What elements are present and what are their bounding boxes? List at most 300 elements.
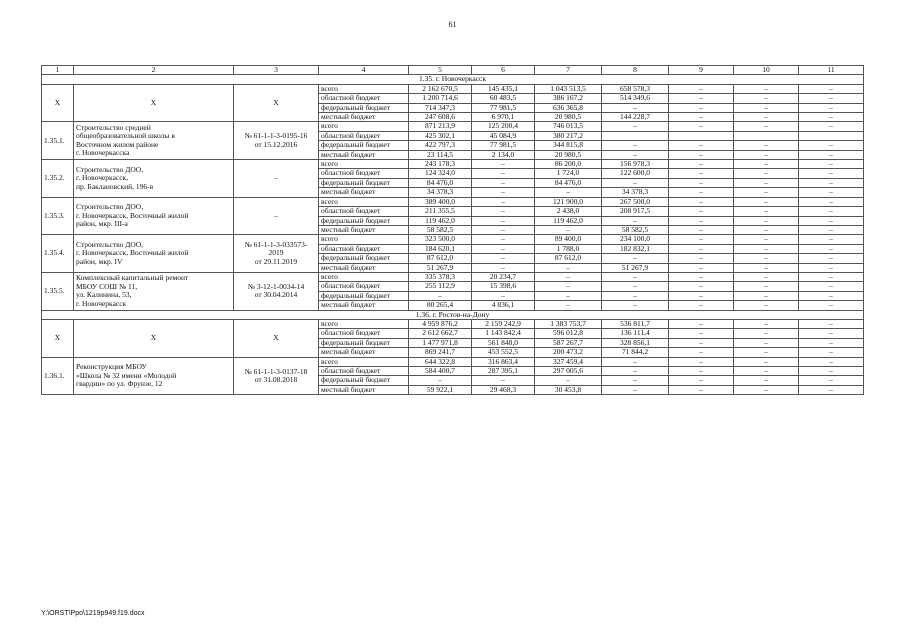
item-name: [74, 235, 234, 273]
budget-value: 389 400,0: [409, 197, 472, 206]
budget-value: 125 200,4: [472, 122, 535, 131]
budget-source: федеральный бюджет: [319, 216, 409, 225]
budget-value: –: [669, 141, 734, 150]
budget-value: 327 459,4: [535, 357, 602, 366]
budget-value: 1 043 513,5: [535, 84, 602, 93]
budget-value: –: [472, 178, 535, 187]
budget-value: –: [472, 216, 535, 225]
budget-value: 658 578,3: [602, 84, 669, 93]
budget-value: 121 900,0: [535, 197, 602, 206]
budget-value: 208 917,5: [602, 207, 669, 216]
budget-value: –: [734, 244, 799, 253]
budget-value: 2 159 242,9: [472, 319, 535, 328]
item-name-line: Строительство средней: [76, 122, 151, 132]
budget-value: 60 483,5: [472, 94, 535, 103]
item-number: 1.35.1.: [42, 122, 74, 160]
budget-value: –: [472, 160, 535, 169]
budget-value: 2 162 670,5: [409, 84, 472, 93]
col-header: 6: [472, 66, 535, 75]
budget-source: всего: [319, 122, 409, 131]
budget-value: 86 200,0: [535, 160, 602, 169]
budget-value: 84 476,0: [535, 178, 602, 187]
budget-value: –: [602, 385, 669, 394]
budget-value: 87 612,0: [535, 254, 602, 263]
budget-value: 267 500,0: [602, 197, 669, 206]
budget-value: –: [472, 244, 535, 253]
item-name-line: Х: [150, 333, 157, 343]
budget-value: 136 111,4: [602, 329, 669, 338]
budget-value: –: [669, 357, 734, 366]
budget-value: –: [472, 197, 535, 206]
budget-value: 20 980,5: [535, 113, 602, 122]
budget-value: 71 844,2: [602, 348, 669, 357]
item-number: 1.35.5.: [42, 272, 74, 310]
budget-value: 51 267,9: [602, 263, 669, 272]
budget-source: областной бюджет: [319, 94, 409, 103]
budget-source: всего: [319, 357, 409, 366]
budget-value: –: [669, 235, 734, 244]
budget-value: 124 324,0: [409, 169, 472, 178]
budget-source: местный бюджет: [319, 113, 409, 122]
budget-value: –: [669, 94, 734, 103]
item-document: [234, 84, 319, 122]
budget-value: 328 856,1: [602, 338, 669, 347]
item-name: [74, 319, 234, 357]
budget-source: федеральный бюджет: [319, 178, 409, 187]
budget-value: 119 462,0: [409, 216, 472, 225]
budget-value: –: [602, 141, 669, 150]
budget-source: местный бюджет: [319, 150, 409, 159]
budget-value: –: [602, 376, 669, 385]
budget-value: –: [799, 282, 864, 291]
budget-value: 122 600,0: [602, 169, 669, 178]
budget-value: –: [799, 188, 864, 197]
budget-value: 23 114,5: [409, 150, 472, 159]
file-path-footer: Y:\ORST\Ppo\1219p949.f19.docx: [41, 610, 145, 617]
budget-value: 380 217,2: [535, 131, 602, 140]
budget-value: –: [734, 272, 799, 281]
budget-value: –: [669, 376, 734, 385]
budget-source: областной бюджет: [319, 244, 409, 253]
budget-value: –: [734, 197, 799, 206]
budget-value: –: [669, 244, 734, 253]
budget-value: –: [472, 188, 535, 197]
budget-value: –: [535, 188, 602, 197]
budget-value: 746 013,5: [535, 122, 602, 131]
budget-source: местный бюджет: [319, 385, 409, 394]
budget-value: 156 978,3: [602, 160, 669, 169]
budget-table: [41, 65, 864, 395]
budget-value: –: [799, 207, 864, 216]
item-document-line: от 15.12.2016: [254, 139, 298, 149]
budget-value: 87 612,0: [409, 254, 472, 263]
budget-source: всего: [319, 235, 409, 244]
item-name-line: МБОУ СОШ № 11,: [76, 281, 138, 291]
budget-value: –: [535, 301, 602, 310]
item-document-line: от 29.11.2019: [254, 256, 298, 266]
item-document: [234, 357, 319, 395]
item-name-line: ул. Калинина, 53,: [76, 290, 132, 300]
budget-value: –: [799, 263, 864, 272]
budget-value: 453 552,5: [472, 348, 535, 357]
budget-value: –: [602, 301, 669, 310]
item-name-line: Восточном жилом районе: [76, 139, 159, 149]
budget-value: 30 453,8: [535, 385, 602, 394]
budget-value: –: [799, 235, 864, 244]
table-row: [42, 235, 864, 244]
item-document: [234, 197, 319, 235]
budget-value: –: [799, 376, 864, 385]
budget-value: –: [602, 254, 669, 263]
budget-value: –: [799, 178, 864, 187]
budget-value: 584 400,7: [409, 367, 472, 376]
budget-value: –: [734, 301, 799, 310]
budget-value: 77 981,5: [472, 103, 535, 112]
item-name: [74, 197, 234, 235]
budget-value: 514 349,6: [602, 94, 669, 103]
budget-source: областной бюджет: [319, 207, 409, 216]
budget-value: 425 302,1: [409, 131, 472, 140]
budget-value: –: [602, 357, 669, 366]
budget-value: –: [734, 225, 799, 234]
budget-value: 714 347,3: [409, 103, 472, 112]
item-name: [74, 357, 234, 395]
budget-value: –: [669, 272, 734, 281]
col-header: 7: [535, 66, 602, 75]
budget-value: 386 167,2: [535, 94, 602, 103]
item-document: [234, 319, 319, 357]
budget-value: –: [472, 207, 535, 216]
col-header: 8: [602, 66, 669, 75]
budget-source: областной бюджет: [319, 131, 409, 140]
budget-value: 34 378,3: [602, 188, 669, 197]
budget-value: –: [734, 367, 799, 376]
budget-value: –: [799, 329, 864, 338]
budget-value: –: [669, 103, 734, 112]
budget-value: –: [669, 254, 734, 263]
budget-value: –: [472, 376, 535, 385]
budget-value: –: [734, 94, 799, 103]
budget-value: 84 476,0: [409, 178, 472, 187]
item-document-line: 2019: [268, 248, 284, 258]
budget-value: 344 815,8: [535, 141, 602, 150]
col-header: 4: [319, 66, 409, 75]
budget-value: 58 582,5: [602, 225, 669, 234]
item-number: 1.35.4.: [42, 235, 74, 273]
item-document-line: № 61-1-1-3-0137-18: [244, 366, 308, 376]
budget-source: местный бюджет: [319, 301, 409, 310]
budget-source: областной бюджет: [319, 169, 409, 178]
budget-value: –: [472, 291, 535, 300]
budget-value: 6 970,1: [472, 113, 535, 122]
budget-value: –: [535, 291, 602, 300]
budget-value: –: [734, 207, 799, 216]
budget-value: –: [734, 348, 799, 357]
budget-value: –: [734, 122, 799, 131]
budget-source: местный бюджет: [319, 263, 409, 272]
budget-value: –: [734, 141, 799, 150]
budget-value: –: [602, 272, 669, 281]
item-document-line: № 61-1-1-3-0195-16: [244, 131, 308, 141]
budget-value: –: [472, 235, 535, 244]
budget-value: –: [799, 244, 864, 253]
budget-value: –: [535, 272, 602, 281]
budget-value: –: [734, 160, 799, 169]
budget-value: –: [799, 225, 864, 234]
item-number: 1.35.2.: [42, 160, 74, 198]
col-header: 3: [234, 66, 319, 75]
budget-value: 422 797,3: [409, 141, 472, 150]
budget-value: 45 084,9: [472, 131, 535, 140]
budget-value: 287 395,1: [472, 367, 535, 376]
budget-value: –: [734, 178, 799, 187]
budget-value: –: [734, 103, 799, 112]
budget-value: –: [669, 367, 734, 376]
section-row: [42, 75, 864, 84]
budget-value: –: [535, 225, 602, 234]
budget-value: –: [799, 84, 864, 93]
budget-value: –: [734, 282, 799, 291]
budget-value: –: [734, 254, 799, 263]
budget-value: 144 228,7: [602, 113, 669, 122]
budget-value: 2 438,0: [535, 207, 602, 216]
budget-value: –: [799, 160, 864, 169]
budget-value: –: [799, 385, 864, 394]
budget-value: –: [602, 282, 669, 291]
budget-value: 4 836,1: [472, 301, 535, 310]
budget-value: 77 981,5: [472, 141, 535, 150]
budget-value: 536 811,7: [602, 319, 669, 328]
budget-value: –: [669, 319, 734, 328]
budget-value: –: [734, 169, 799, 178]
budget-value: 297 005,6: [535, 367, 602, 376]
budget-value: –: [799, 216, 864, 225]
budget-value: 51 267,9: [409, 263, 472, 272]
budget-value: –: [734, 113, 799, 122]
item-name: [74, 84, 234, 122]
budget-value: –: [669, 160, 734, 169]
budget-value: –: [669, 301, 734, 310]
budget-value: –: [799, 94, 864, 103]
item-document: [234, 160, 319, 198]
item-document-line: –: [274, 210, 278, 220]
budget-source: местный бюджет: [319, 348, 409, 357]
item-document: [234, 235, 319, 273]
budget-value: –: [799, 254, 864, 263]
budget-value: 234 100,0: [602, 235, 669, 244]
budget-value: –: [669, 338, 734, 347]
item-name-line: район, мкр. III-a: [76, 219, 128, 229]
budget-value: –: [799, 357, 864, 366]
budget-value: –: [602, 150, 669, 159]
col-header: 10: [734, 66, 799, 75]
budget-value: –: [799, 122, 864, 131]
budget-value: 58 582,5: [409, 225, 472, 234]
budget-value: 15 398,6: [472, 282, 535, 291]
item-name-line: пр. Баклановский, 196-в: [76, 181, 154, 191]
item-document-line: Х: [273, 333, 279, 343]
item-name-line: Реконструкция МБОУ: [76, 362, 147, 372]
item-document-line: от 31.08.2018: [254, 374, 298, 384]
budget-value: –: [669, 178, 734, 187]
budget-value: 2 134,0: [472, 150, 535, 159]
budget-value: 644 322,8: [409, 357, 472, 366]
budget-value: –: [535, 282, 602, 291]
item-number: 1.36.1.: [42, 357, 74, 395]
item-name: [74, 272, 234, 310]
budget-value: –: [669, 263, 734, 272]
page-number: 61: [448, 20, 457, 29]
budget-value: –: [799, 338, 864, 347]
budget-value: –: [669, 385, 734, 394]
budget-source: федеральный бюджет: [319, 376, 409, 385]
budget-value: –: [734, 235, 799, 244]
budget-source: всего: [319, 160, 409, 169]
budget-value: –: [734, 291, 799, 300]
budget-value: –: [799, 348, 864, 357]
budget-value: 29 468,3: [472, 385, 535, 394]
table-row: [42, 122, 864, 131]
budget-value: –: [734, 357, 799, 366]
item-name-line: г. Новочеркасск,: [76, 173, 129, 183]
item-name-line: «Школа № 32 имени «Молодой: [76, 370, 177, 380]
col-header: 2: [74, 66, 234, 75]
item-name-line: г. Новочеркасска: [76, 148, 130, 158]
budget-value: 561 848,0: [472, 338, 535, 347]
budget-value: 243 178,3: [409, 160, 472, 169]
item-document-line: № 61-1-1-3-033573-: [244, 240, 308, 250]
budget-value: –: [734, 329, 799, 338]
budget-value: 335 378,3: [409, 272, 472, 281]
item-document-line: –: [274, 173, 278, 183]
table-body: [42, 75, 864, 395]
item-name-line: Комплексный капитальный ремонт: [76, 273, 189, 283]
budget-value: –: [409, 376, 472, 385]
item-name-line: г. Новочеркасск, Восточный жилой: [76, 248, 189, 258]
item-name-line: г. Новочеркасск: [76, 298, 127, 308]
budget-value: 247 608,6: [409, 113, 472, 122]
item-name-line: гвардии» по ул. Фрунзе, 12: [76, 379, 163, 389]
budget-source: всего: [319, 197, 409, 206]
budget-value: –: [799, 169, 864, 178]
budget-value: –: [669, 216, 734, 225]
col-header: 9: [669, 66, 734, 75]
budget-value: –: [535, 263, 602, 272]
section-title: 1.35. г. Новочеркасск: [42, 75, 864, 84]
budget-source: федеральный бюджет: [319, 338, 409, 347]
budget-value: 1 200 714,6: [409, 94, 472, 103]
budget-value: –: [409, 291, 472, 300]
item-name: [74, 122, 234, 160]
budget-value: –: [669, 169, 734, 178]
budget-value: 1 788,0: [535, 244, 602, 253]
budget-value: 145 435,1: [472, 84, 535, 93]
budget-value: –: [669, 348, 734, 357]
budget-value: –: [669, 122, 734, 131]
budget-value: –: [669, 84, 734, 93]
budget-value: 34 378,3: [409, 188, 472, 197]
budget-source: всего: [319, 272, 409, 281]
budget-value: –: [734, 385, 799, 394]
col-header: 5: [409, 66, 472, 75]
budget-value: 20 980,5: [535, 150, 602, 159]
item-document: [234, 122, 319, 160]
budget-value: –: [602, 291, 669, 300]
budget-value: 871 213,9: [409, 122, 472, 131]
budget-value: –: [602, 367, 669, 376]
budget-value: –: [799, 319, 864, 328]
budget-value: –: [669, 291, 734, 300]
budget-source: областной бюджет: [319, 367, 409, 376]
item-name-line: общеобразовательной школы в: [76, 131, 175, 141]
budget-source: федеральный бюджет: [319, 141, 409, 150]
item-name-line: Х: [150, 97, 157, 107]
budget-value: –: [734, 319, 799, 328]
item-name-line: Строительство ДОО,: [76, 240, 144, 250]
budget-value: –: [472, 169, 535, 178]
item-document: [234, 272, 319, 310]
budget-value: –: [799, 301, 864, 310]
item-name-line: Строительство ДОО,: [76, 202, 144, 212]
budget-value: –: [602, 178, 669, 187]
budget-value: 211 355,5: [409, 207, 472, 216]
item-number: Х: [42, 319, 74, 357]
budget-value: –: [734, 338, 799, 347]
budget-value: 316 863,4: [472, 357, 535, 366]
budget-value: –: [734, 84, 799, 93]
budget-value: –: [799, 367, 864, 376]
item-name: [74, 160, 234, 198]
col-header: 1: [42, 66, 74, 75]
budget-value: 255 112,9: [409, 282, 472, 291]
item-name-line: район, мкр. IV: [76, 256, 123, 266]
budget-value: –: [734, 263, 799, 272]
budget-source: федеральный бюджет: [319, 103, 409, 112]
item-number: Х: [42, 84, 74, 122]
budget-value: –: [799, 103, 864, 112]
budget-source: федеральный бюджет: [319, 291, 409, 300]
item-document-line: № 3-12-1-0034-14: [247, 281, 305, 291]
budget-value: 1 477 971,8: [409, 338, 472, 347]
budget-source: областной бюджет: [319, 329, 409, 338]
budget-value: 323 500,0: [409, 235, 472, 244]
budget-value: –: [734, 376, 799, 385]
budget-value: –: [734, 150, 799, 159]
budget-value: –: [799, 113, 864, 122]
section-title: 1.36. г. Ростов-на-Дону: [42, 310, 864, 319]
budget-value: 596 012,8: [535, 329, 602, 338]
budget-value: –: [602, 122, 669, 131]
budget-value: 869 241,7: [409, 348, 472, 357]
budget-value: 587 267,7: [535, 338, 602, 347]
budget-value: 119 462,0: [535, 216, 602, 225]
budget-value: 1 143 842,4: [472, 329, 535, 338]
budget-value: –: [799, 141, 864, 150]
budget-value: –: [602, 103, 669, 112]
budget-value: 1 383 753,7: [535, 319, 602, 328]
item-number: 1.35.3.: [42, 197, 74, 235]
budget-value: 4 959 876,2: [409, 319, 472, 328]
budget-value: 184 620,1: [409, 244, 472, 253]
budget-value: –: [669, 197, 734, 206]
budget-value: 200 473,2: [535, 348, 602, 357]
budget-value: –: [669, 207, 734, 216]
budget-value: –: [799, 291, 864, 300]
budget-value: 2 612 662,7: [409, 329, 472, 338]
item-name-line: г. Новочеркасск, Восточный жилой: [76, 210, 189, 220]
budget-source: местный бюджет: [319, 188, 409, 197]
col-header: 11: [799, 66, 864, 75]
